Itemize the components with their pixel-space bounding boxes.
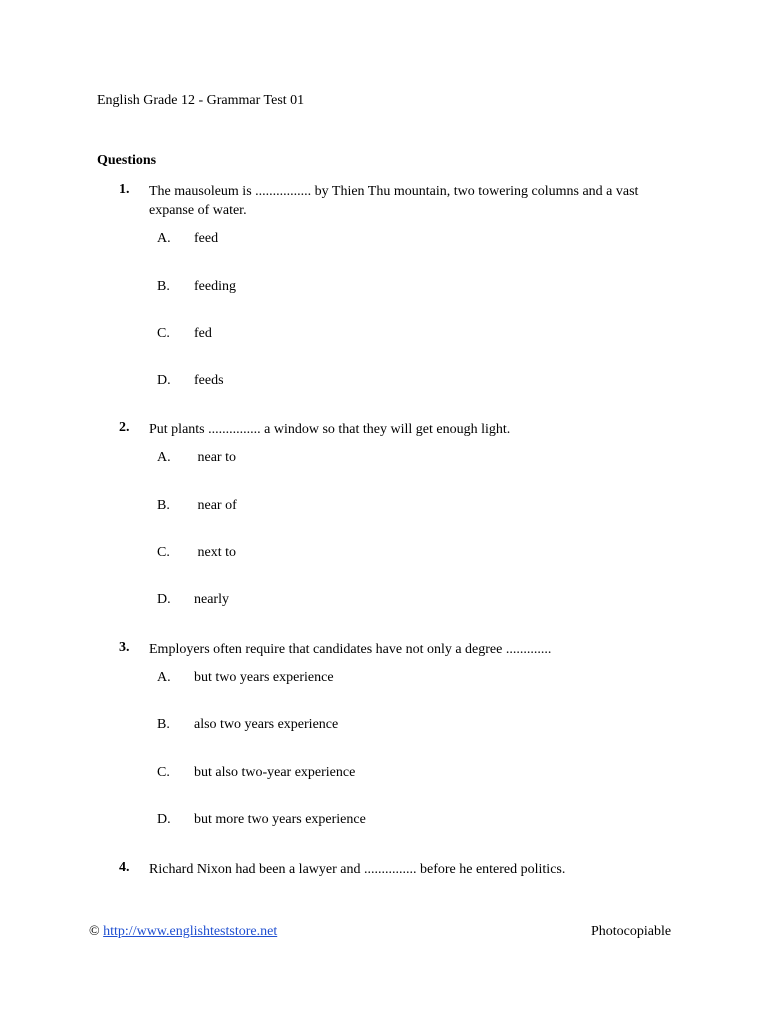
question-number: 2. xyxy=(119,420,130,435)
question-text: Put plants ............... a window so that they will get enough light. xyxy=(149,422,511,437)
footer-photocopiable: Photocopiable xyxy=(591,924,672,939)
option-letter: B. xyxy=(157,498,170,513)
option-text: feed xyxy=(194,231,219,246)
option-2b xyxy=(157,498,237,514)
option-letter: D. xyxy=(157,812,171,827)
section-heading: Questions xyxy=(97,153,157,168)
option-letter: B. xyxy=(157,717,170,732)
footer-copyright xyxy=(89,924,277,940)
option-letter: C. xyxy=(157,326,170,341)
option-text: but also two-year experience xyxy=(194,765,356,780)
option-letter: D. xyxy=(157,373,171,388)
option-3d xyxy=(157,812,366,828)
option-1d xyxy=(157,373,224,389)
option-text: near of xyxy=(194,498,237,513)
question-text: Employers often require that candidates have not only a degree ............. xyxy=(149,642,552,657)
option-3a xyxy=(157,670,334,686)
question-text: Richard Nixon had been a lawyer and ............... before he entered politics. xyxy=(149,862,566,877)
option-text: also two years experience xyxy=(194,717,339,732)
option-text: near to xyxy=(194,450,236,465)
copyright-symbol: © xyxy=(89,924,100,939)
website-link[interactable]: http://www.englishteststore.net xyxy=(103,924,278,939)
option-3b xyxy=(157,717,338,733)
option-text: but more two years experience xyxy=(194,812,366,827)
option-letter: C. xyxy=(157,545,170,560)
option-letter: C. xyxy=(157,765,170,780)
option-letter: A. xyxy=(157,231,171,246)
page-title: English Grade 12 - Grammar Test 01 xyxy=(97,93,305,108)
question-number: 4. xyxy=(119,860,130,875)
option-3c xyxy=(157,765,355,781)
option-1a xyxy=(157,231,218,247)
option-text: nearly xyxy=(194,592,229,607)
option-1c xyxy=(157,326,212,342)
option-text: next to xyxy=(194,545,236,560)
option-letter: D. xyxy=(157,592,171,607)
option-2c xyxy=(157,545,236,561)
question-text: The mausoleum is ................ by Thien Thu mountain, two towering columns and a vast expanse of water. xyxy=(149,184,639,218)
option-2a xyxy=(157,450,236,466)
option-text: feeds xyxy=(194,373,224,388)
option-text: but two years experience xyxy=(194,670,334,685)
option-letter: B. xyxy=(157,279,170,294)
option-2d xyxy=(157,592,229,608)
option-letter: A. xyxy=(157,450,171,465)
option-text: fed xyxy=(194,326,212,341)
option-letter: A. xyxy=(157,670,171,685)
option-1b xyxy=(157,279,236,295)
option-text: feeding xyxy=(194,279,236,294)
question-number: 3. xyxy=(119,640,130,655)
question-number: 1. xyxy=(119,182,130,197)
